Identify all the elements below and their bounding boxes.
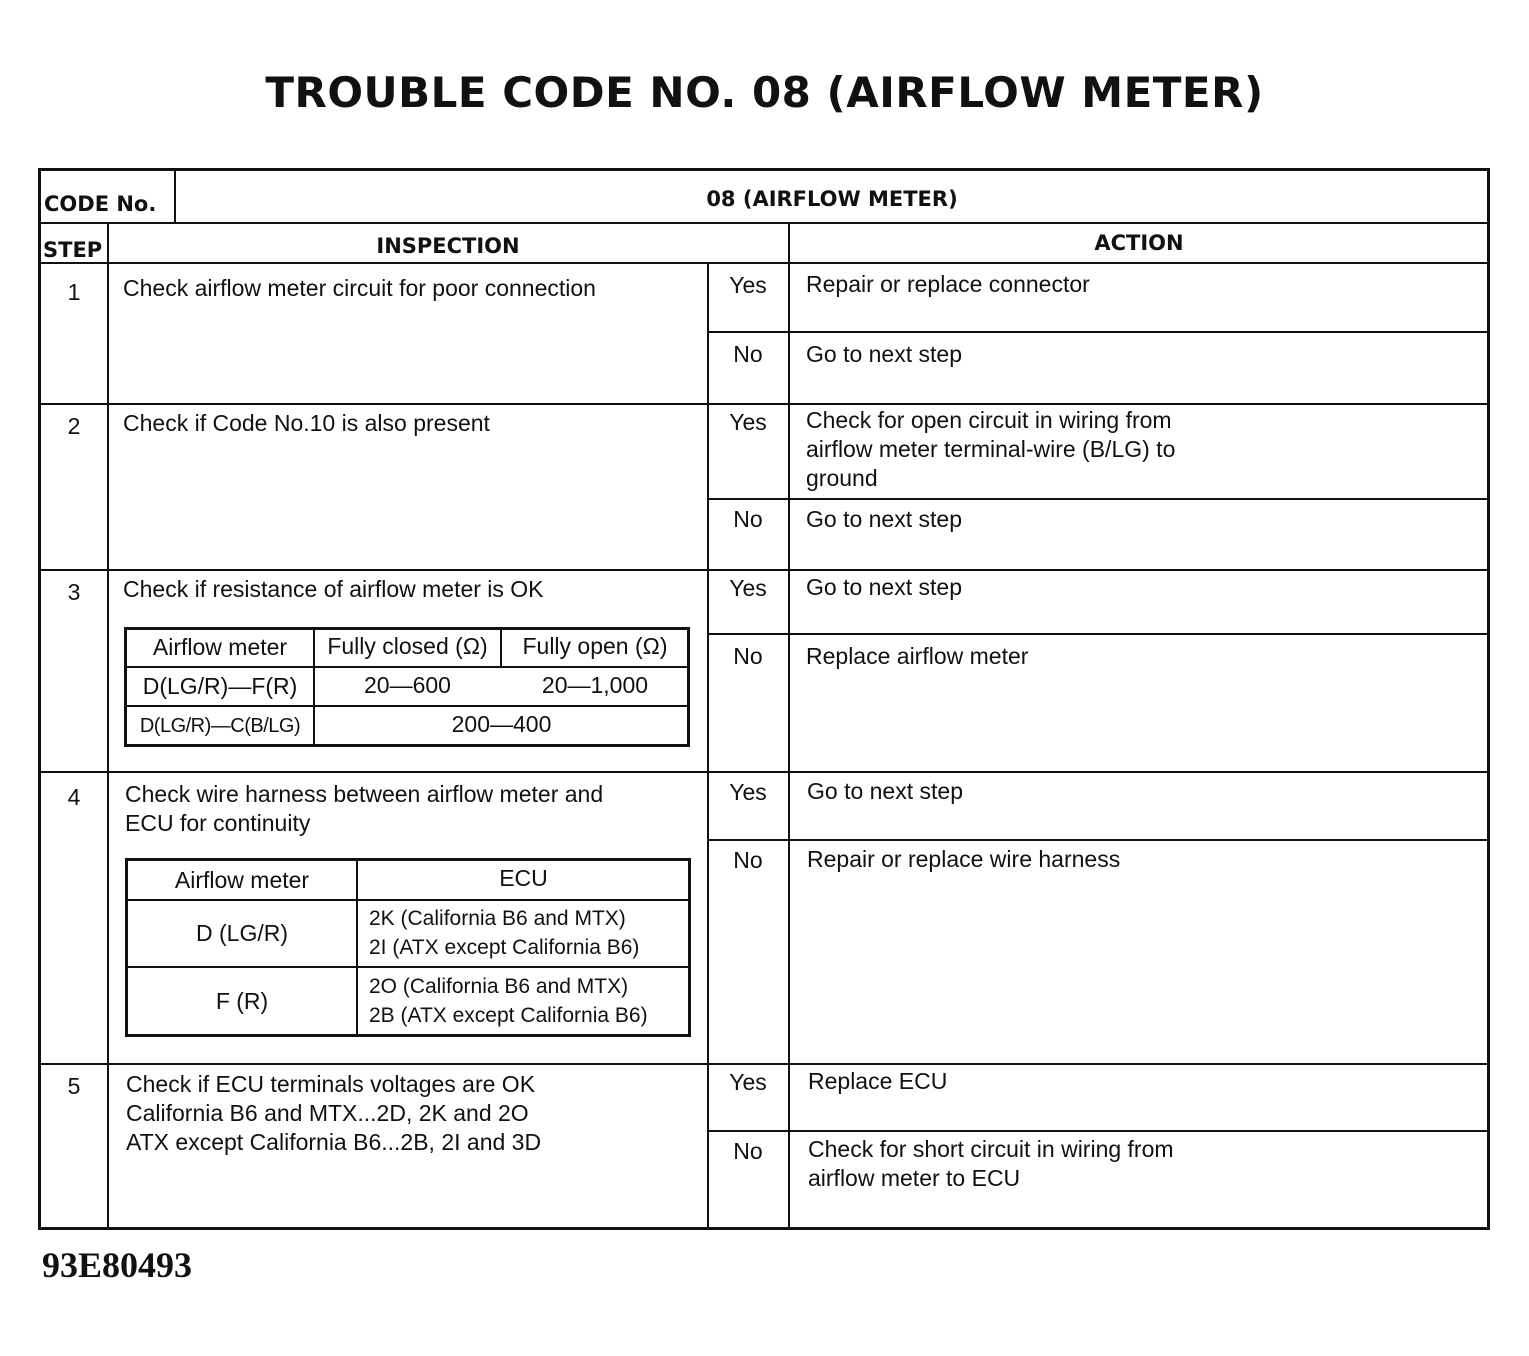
row-divider xyxy=(40,569,1488,571)
yes-label: Yes xyxy=(729,779,767,805)
step-number: 2 xyxy=(67,413,81,439)
code-value: 08 (AIRFLOW METER) xyxy=(706,187,958,211)
step-number: 4 xyxy=(67,784,81,810)
no-action: Replace airflow meter xyxy=(806,643,1029,669)
table-header: Fully open (Ω) xyxy=(522,633,668,659)
column-divider xyxy=(788,222,790,1228)
row-divider xyxy=(707,331,1488,333)
no-label: No xyxy=(733,643,763,669)
table-cell: 2K (California B6 and MTX) 2I (ATX except California B6) xyxy=(369,907,640,959)
table-header: Airflow meter xyxy=(152,634,288,660)
yes-action: Go to next step xyxy=(806,574,962,600)
row-divider xyxy=(707,633,1488,635)
no-label: No xyxy=(733,341,763,367)
yes-label: Yes xyxy=(729,1069,767,1095)
row-divider xyxy=(40,262,1488,264)
yes-action: Check for open circuit in wiring from airflow meter terminal-wire (B/LG) to ground xyxy=(806,407,1176,491)
action-header: ACTION xyxy=(1094,231,1184,255)
step-number: 5 xyxy=(67,1073,81,1099)
row-divider xyxy=(40,771,1488,773)
yes-action: Go to next step xyxy=(807,778,963,804)
step-number: 3 xyxy=(67,579,81,605)
no-action: Check for short circuit in wiring from airflow meter to ECU xyxy=(808,1136,1174,1191)
row-divider xyxy=(707,839,1488,841)
table-header: Airflow meter xyxy=(174,867,310,893)
row-divider xyxy=(127,899,689,901)
row-divider xyxy=(127,966,689,968)
column-divider xyxy=(107,222,109,1228)
inspection-text: Check if ECU terminals voltages are OK California B6 and MTX...2D, 2K and 2O ATX except California B6...2B, 2I and 3D xyxy=(126,1071,542,1155)
table-cell: D(LG/R)—F(R) xyxy=(142,673,298,699)
table-cell: 20—600 xyxy=(364,672,451,698)
no-label: No xyxy=(733,1138,763,1164)
yes-action: Replace ECU xyxy=(808,1068,948,1094)
inspection-text: Check airflow meter circuit for poor connection xyxy=(123,275,596,301)
yes-label: Yes xyxy=(729,409,767,435)
code-label: CODE No. xyxy=(44,192,157,216)
no-action: Repair or replace wire harness xyxy=(807,846,1121,872)
no-label: No xyxy=(733,847,763,873)
row-divider xyxy=(40,403,1488,405)
step-header: STEP xyxy=(43,238,103,262)
inspection-text: Check if Code No.10 is also present xyxy=(123,410,490,436)
no-action: Go to next step xyxy=(806,506,962,532)
table-cell: 2O (California B6 and MTX) 2B (ATX except California B6) xyxy=(369,975,648,1027)
row-divider xyxy=(126,666,688,668)
no-label: No xyxy=(733,506,763,532)
table-cell: D(LG/R)—C(B/LG) xyxy=(139,715,301,737)
row-divider xyxy=(707,1130,1488,1132)
yes-label: Yes xyxy=(729,272,767,298)
yes-action: Repair or replace connector xyxy=(806,271,1090,297)
inspection-text: Check if resistance of airflow meter is OK xyxy=(123,576,544,602)
table-cell: 20—1,000 xyxy=(541,672,649,698)
yes-label: Yes xyxy=(729,575,767,601)
no-action: Go to next step xyxy=(806,341,962,367)
row-divider xyxy=(707,498,1488,500)
table-cell: D (LG/R) xyxy=(196,920,288,946)
row-divider xyxy=(40,222,1488,224)
table-cell: 200—400 xyxy=(451,711,552,737)
inspection-header: INSPECTION xyxy=(376,234,520,258)
table-header: Fully closed (Ω) xyxy=(327,633,488,659)
step-number: 1 xyxy=(67,279,81,305)
table-cell: F (R) xyxy=(215,988,269,1014)
row-divider xyxy=(40,1063,1488,1065)
inspection-text: Check wire harness between airflow meter and ECU for continuity xyxy=(125,781,604,836)
table-header: ECU xyxy=(499,865,548,891)
page-title: TROUBLE CODE NO. 08 (AIRFLOW METER) xyxy=(265,68,1264,117)
row-divider xyxy=(126,705,688,707)
figure-id: 93E80493 xyxy=(42,1245,193,1285)
